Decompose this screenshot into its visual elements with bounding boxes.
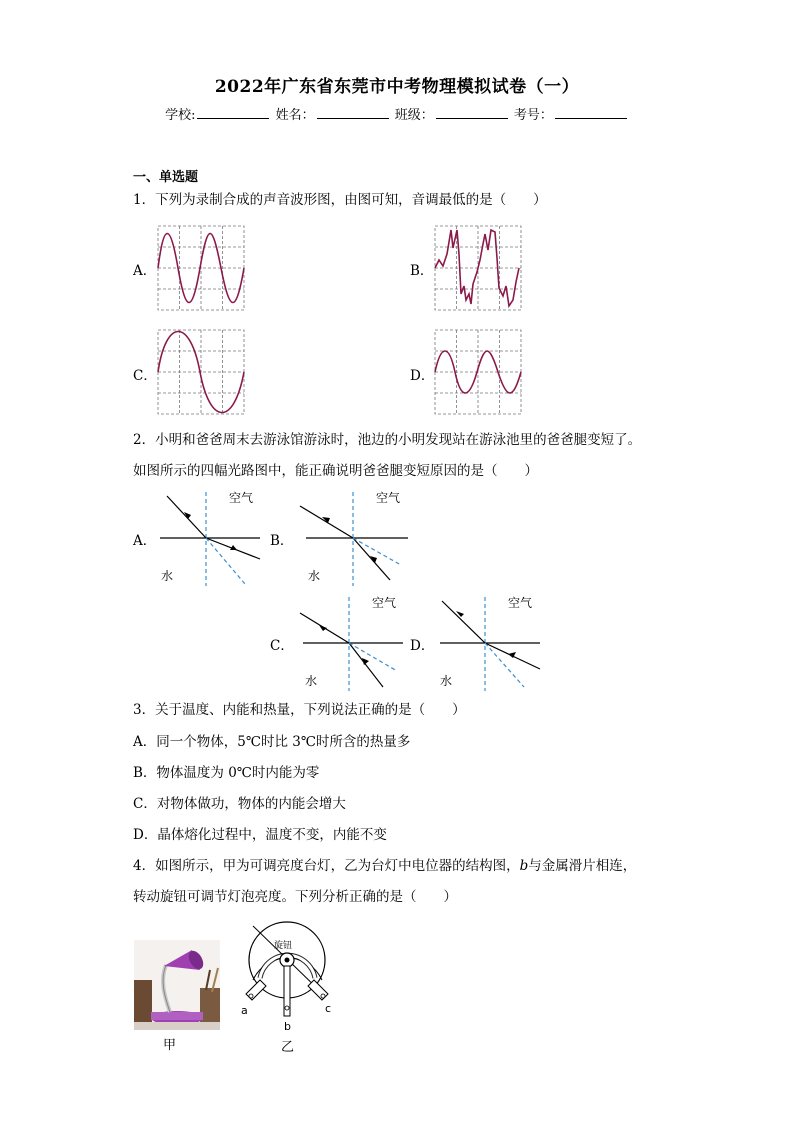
q1-option-a-label: A． xyxy=(133,263,157,279)
q4-potentiometer-diagram xyxy=(238,918,338,1036)
q3-option-b[interactable]: B．物体温度为 0℃时内能为零 xyxy=(133,765,320,781)
student-info-line xyxy=(0,104,794,123)
q4-pin-a-label: a xyxy=(241,1004,248,1017)
q2-d-water-label: 水 xyxy=(440,674,453,688)
name-blank[interactable] xyxy=(317,106,389,119)
exam-no-blank[interactable] xyxy=(555,106,627,119)
name-label: 姓名： xyxy=(275,108,315,123)
q2-stem-line1: 2．小明和爸爸周末去游泳馆游泳时，池边的小明发现站在游泳池里的爸爸腿变短了。 xyxy=(133,432,642,448)
page-title: 2022年广东省东莞市中考物理模拟试卷（一） xyxy=(214,77,580,97)
q2-diagram-a xyxy=(155,488,265,588)
q2-d-air-label: 空气 xyxy=(508,596,533,610)
q2-b-water-label: 水 xyxy=(308,569,321,583)
school-label: 学校: xyxy=(165,108,196,123)
q1-wave-d xyxy=(433,328,523,416)
q2-c-water-label: 水 xyxy=(305,674,318,688)
q2-a-air-label: 空气 xyxy=(229,491,254,505)
q2-b-air-label: 空气 xyxy=(376,491,401,505)
q2-stem-line2: 如图所示的四幅光路图中，能正确说明爸爸腿变短原因的是（ ） xyxy=(133,463,538,479)
q4-pin-c-label: c xyxy=(325,1002,332,1015)
q4-pin-b-label: b xyxy=(284,1020,291,1033)
class-label: 班级： xyxy=(394,108,434,123)
q3-option-d[interactable]: D．晶体熔化过程中，温度不变，内能不变 xyxy=(133,827,387,843)
exam-no-label: 考号： xyxy=(513,108,553,123)
q1-wave-b xyxy=(433,224,523,312)
q4-stem-part2: 与金属滑片相连， xyxy=(528,858,637,874)
class-blank[interactable] xyxy=(436,106,508,119)
section-heading: 一、单选题 xyxy=(133,170,199,185)
q4-pin-b-ref: b xyxy=(519,858,529,874)
q3-option-a[interactable]: A．同一个物体，5℃时比 3℃时所含的热量多 xyxy=(133,734,411,750)
q2-a-water-label: 水 xyxy=(161,569,174,583)
q2-option-c-label: C． xyxy=(270,638,294,654)
q2-diagram-b xyxy=(298,488,410,588)
q4-fig-yi-label: 乙 xyxy=(281,1040,295,1055)
q2-diagram-d xyxy=(432,593,544,693)
q1-wave-a xyxy=(156,224,246,312)
q4-stem-line1 xyxy=(133,856,636,876)
q1-wave-c xyxy=(156,328,246,416)
q2-option-b-label: B． xyxy=(270,533,294,549)
q3-stem: 3．关于温度、内能和热量，下列说法正确的是（ ） xyxy=(133,702,466,718)
q4-stem-part1: 4．如图所示，甲为可调亮度台灯，乙为台灯中电位器的结构图， xyxy=(133,858,520,874)
q4-stem-line2: 转动旋钮可调节灯泡亮度。下列分析正确的是（ ） xyxy=(133,889,457,905)
q2-option-d-label: D． xyxy=(410,638,435,654)
q3-option-c[interactable]: C．对物体做功，物体的内能会增大 xyxy=(133,796,346,812)
q1-option-d-label: D． xyxy=(410,368,435,384)
q1-option-c-label: C． xyxy=(133,368,157,384)
q4-knob-label: 旋钮 xyxy=(274,941,293,951)
q2-c-air-label: 空气 xyxy=(372,596,397,610)
q4-lamp-illustration xyxy=(134,940,220,1030)
q1-option-b-label: B． xyxy=(410,263,434,279)
school-blank[interactable] xyxy=(197,106,269,119)
q1-stem: 1．下列为录制合成的声音波形图，由图可知，音调最低的是（ ） xyxy=(133,192,547,208)
q2-option-a-label: A． xyxy=(133,533,157,549)
q2-diagram-c xyxy=(295,593,407,693)
q4-fig-jia-label: 甲 xyxy=(163,1038,177,1053)
